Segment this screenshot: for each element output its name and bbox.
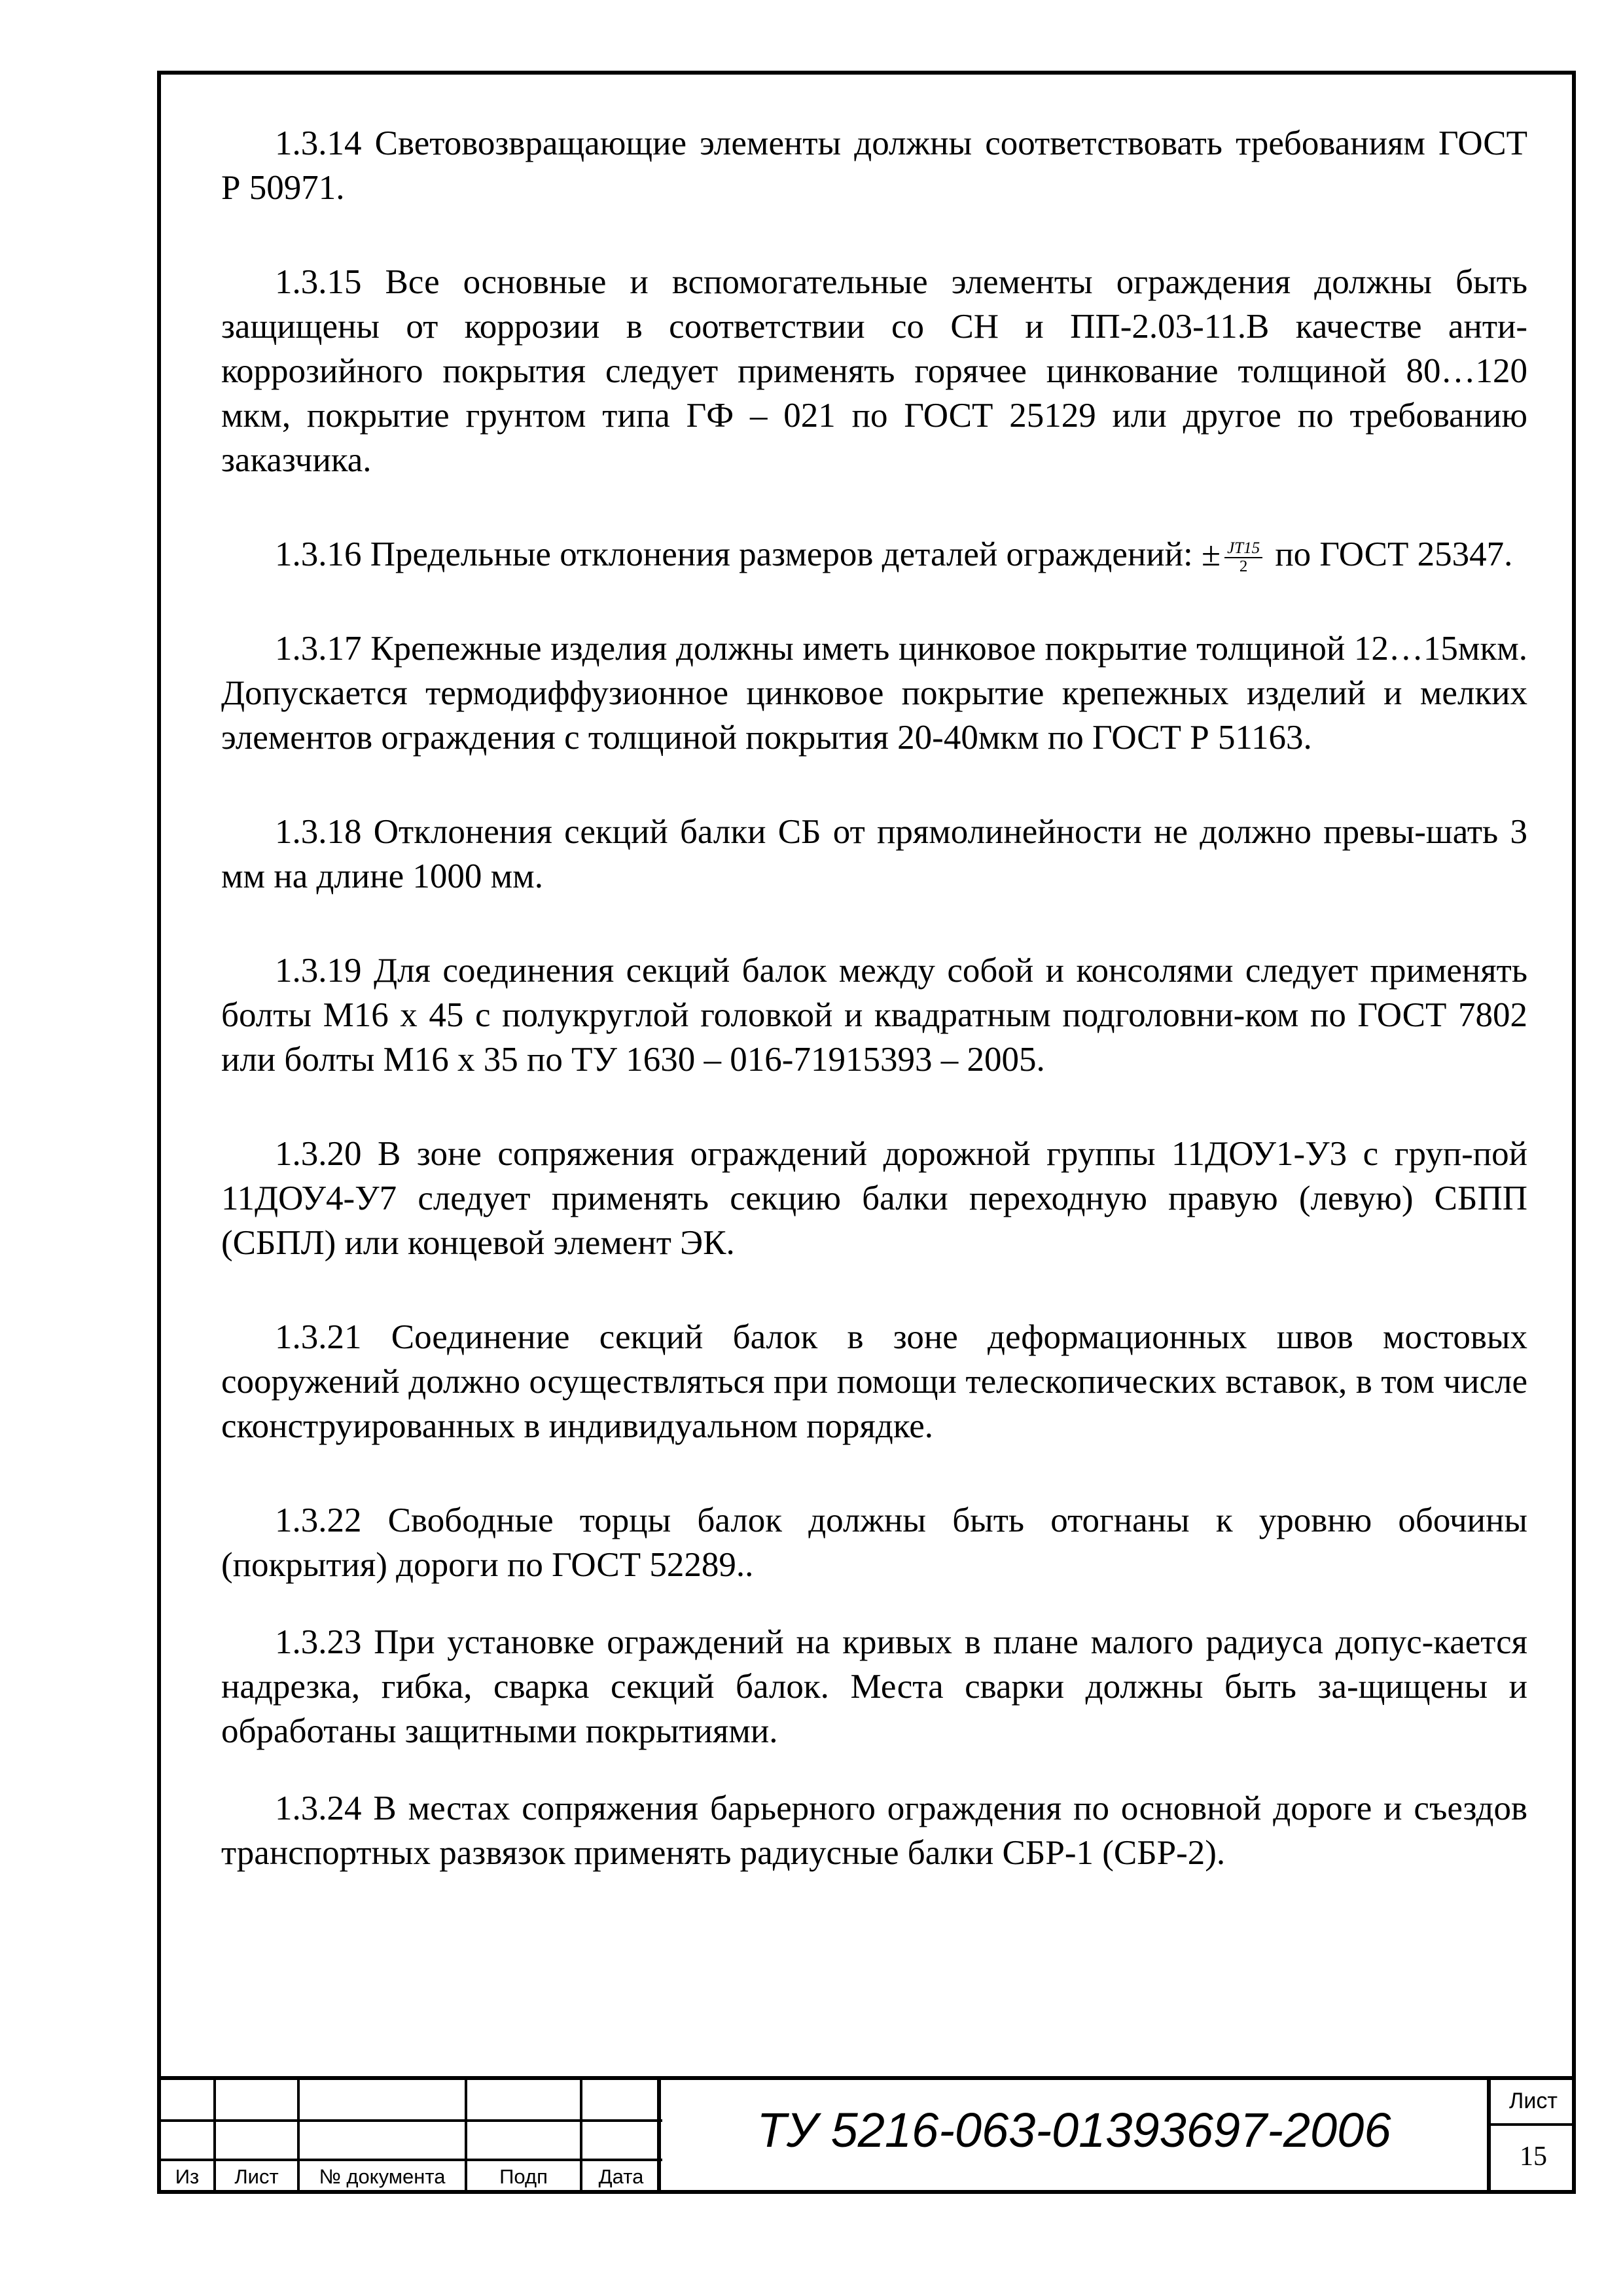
col-label-iz: Из: [175, 2165, 200, 2188]
clause-1-3-19: 1.3.19 Для соединения секций балок между собой и консолями следует применять болты М16 х 45 с полукруглой головкой и квадратным подголовни-ком по ГОСТ 7802 или болты М16 х 35 по ТУ 1630 – 016-71915393 – 2005.: [221, 952, 1527, 1079]
grid-row-line: [157, 2119, 662, 2122]
col-label-data: Дата: [598, 2165, 644, 2188]
document-body: [221, 121, 1527, 1875]
clause-1-3-14: 1.3.14 Световозвращающие элементы должны соответствовать требованиям ГОСТ Р 50971.: [221, 124, 1527, 207]
clause-1-3-16-tail: по ГОСТ 25347.: [1266, 535, 1513, 573]
clause-1-3-18: 1.3.18 Отклонения секций балки СБ от прямолинейности не должно превы-шать 3 мм на длине 1000 мм.: [221, 813, 1527, 895]
col-label-document: № документа: [319, 2165, 446, 2188]
col-label-podp: Подп: [499, 2165, 548, 2188]
sheet-number: 15: [1520, 2142, 1547, 2172]
clause-1-3-17: 1.3.17 Крепежные изделия должны иметь цинковое покрытие толщиной 12…15мкм. Допускается термодиффузионное цинковое покрытие крепежных изделий и мелких элементов ограждения с толщиной покрытия 20-40мкм по ГОСТ Р 51163.: [221, 630, 1527, 757]
tolerance-fraction: [1224, 540, 1262, 575]
fraction-numerator: JT15: [1224, 540, 1262, 558]
document-code: ТУ 5216-063-01393697-2006: [757, 2103, 1391, 2157]
clause-1-3-24: 1.3.24 В местах сопряжения барьерного ограждения по основной дороге и съездов транспортных развязок применять радиусные балки СБР-1 (СБР-2).: [221, 1789, 1527, 1872]
clause-1-3-20: 1.3.20 В зоне сопряжения ограждений дорожной группы 11ДОУ1-У3 с груп-пой 11ДОУ4-У7 следует применять секцию балки переходную правую (левую) СБПП (СБПЛ) или концевой элемент ЭК.: [221, 1135, 1527, 1262]
clause-1-3-16-text: 1.3.16 Предельные отклонения размеров деталей ограждений: ±: [275, 535, 1221, 573]
fraction-denominator: 2: [1239, 557, 1248, 575]
clause-1-3-15: 1.3.15 Все основные и вспомогательные элементы ограждения должны быть защищены от коррозии в соответствии со СН и ПП-2.03-11.В качестве анти-коррозийного покрытия следует применять горячее цинкование толщиной 80…120 мкм, покрытие грунтом типа ГФ – 021 по ГОСТ 25129 или другое по требованию заказчика.: [221, 263, 1527, 479]
grid-row-line: [157, 2159, 662, 2161]
sheet-label: Лист: [1509, 2089, 1558, 2113]
sheet-cell-divider: [1487, 2123, 1576, 2126]
col-label-list: Лист: [234, 2165, 279, 2188]
clause-1-3-21: 1.3.21 Соединение секций балок в зоне деформационных швов мостовых сооружений должно осуществляться при помощи телескопических вставок, в том числе сконструированных в индивидуальном порядке.: [221, 1318, 1527, 1445]
clause-1-3-23: 1.3.23 При установке ограждений на кривых в плане малого радиуса допус-кается надрезка, гибка, сварка секций балок. Места сварки должны быть за-щищены и обработаны защитными покрытиями.: [221, 1623, 1527, 1750]
clause-1-3-22: 1.3.22 Свободные торцы балок должны быть отогнаны к уровню обочины (покрытия) дороги по ГОСТ 52289..: [221, 1501, 1527, 1584]
title-block-grid: [157, 2080, 662, 2194]
clause-1-3-16: [221, 532, 1527, 577]
